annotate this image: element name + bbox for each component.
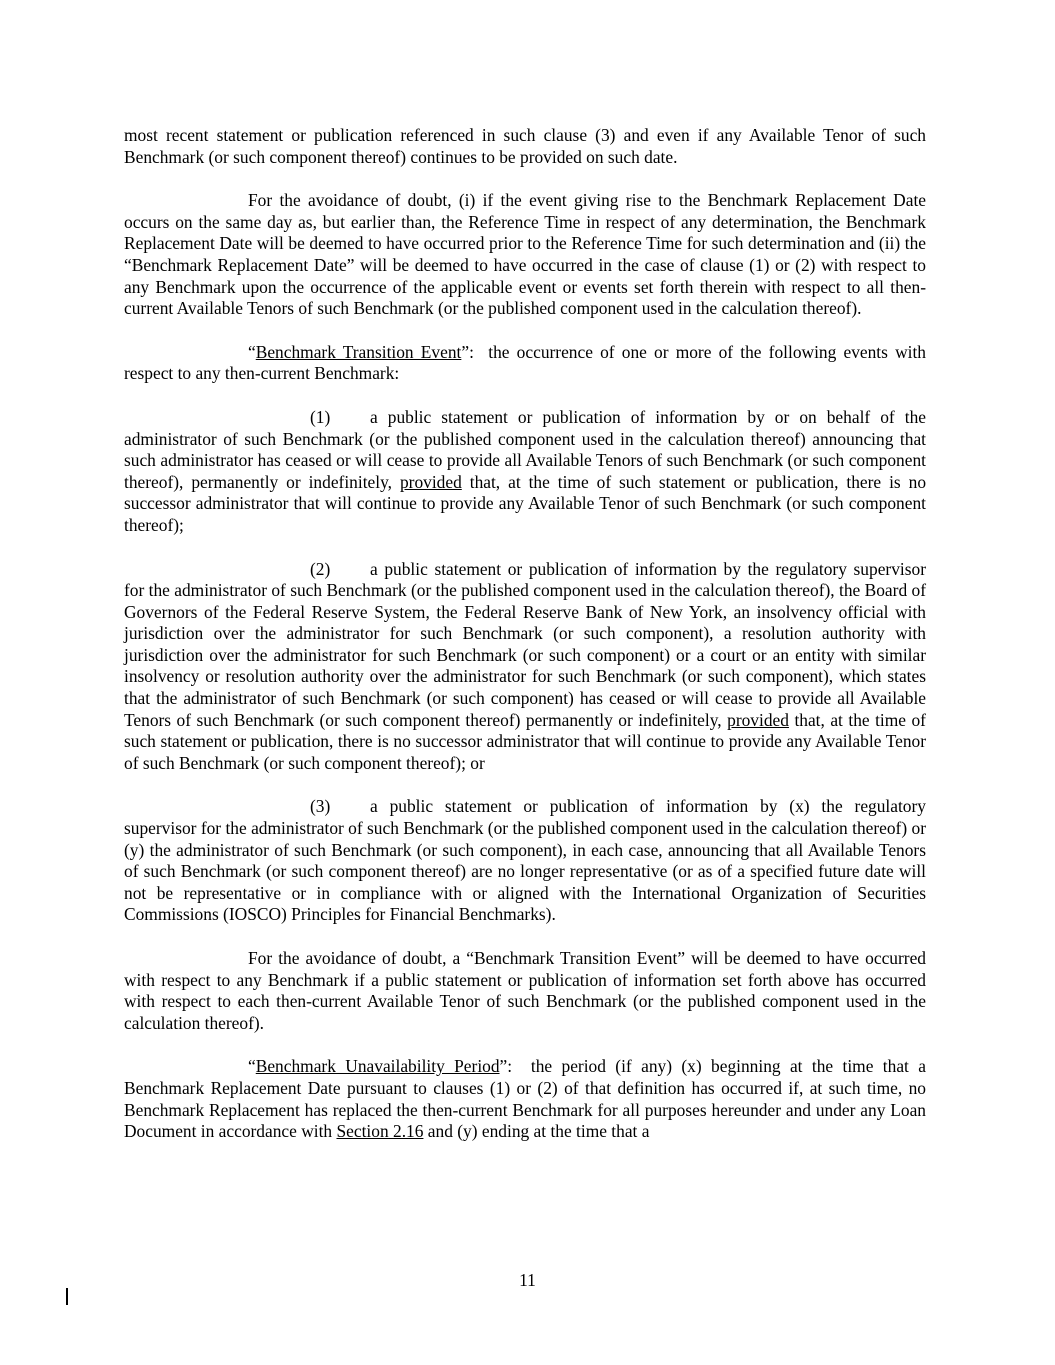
open-quote: “ — [248, 1056, 256, 1077]
clause-text-continued: that, at the time of such statement or publication, there is no successor administrator that will continue to provide any Available Tenor of such Benchmark (or such component thereof); or — [124, 709, 926, 773]
clause-1 — [124, 407, 926, 537]
provided-term: provided — [727, 709, 789, 730]
clause-text: a public statement or publication of information by or on behalf of the administrator of such Benchmark (or the published component used in the calculation thereof) announcing that such administrator has ceased or will cease to provide all Available Tenors of such Benchmark (or such component thereof), permanently or indefinitely, — [124, 406, 926, 492]
paragraph-text: For the avoidance of doubt, (i) if the event giving rise to the Benchmark Replacement Date occurs on the same day as, but earlier than, the Reference Time in respect of any determination, the Benchmark Replacement Date will be deemed to have occurred prior to the Reference Time for such determination and (ii) the “Benchmark Replacement Date” will be deemed to have occurred in the case of clause (1) or (2) with respect to any Benchmark upon the occurrence of the applicable event or events set forth therein with respect to all then-current Available Tenors of such Benchmark (or the published component used in the calculation thereof). — [124, 190, 926, 319]
defined-term: Benchmark Transition Event — [255, 341, 462, 362]
section-reference: Section 2.16 — [336, 1121, 424, 1142]
document-body — [124, 125, 926, 1165]
paragraph-avoidance-of-doubt-1 — [124, 190, 926, 320]
clause-text-continued: that, at the time of such statement or publication, there is no successor administrator that will continue to provide any Available Tenor of such Benchmark (or such component thereof); — [124, 471, 927, 535]
close-quote: ”: — [461, 341, 474, 362]
clause-text: a public statement or publication of information by (x) the regulatory supervisor for the administrator of such Benchmark (or the published component used in the calculation thereof) or (y) the administrator of such Benchmark (or such component), in each case, announcing that all Available Tenors of such Benchmark (or such component thereof) are no longer representative (or as of a specified future date will not be representative or in compliance with or aligned with the International Organization of Securities Commissions (IOSCO) Principles for Financial Benchmarks). — [124, 796, 926, 925]
open-quote: “ — [248, 341, 256, 362]
defined-term: Benchmark Unavailability Period — [255, 1056, 500, 1077]
definition-benchmark-transition-event — [124, 342, 926, 385]
clause-number: (1) — [310, 406, 331, 427]
page-number: 11 — [519, 1270, 536, 1290]
definition-text: the period (if any) (x) beginning at the time that a Benchmark Replacement Date pursuant to clauses (1) or (2) of that definition has occurred if, at such time, no Benchmark Replacement has replaced the then-current Benchmark for all purposes hereunder and under any Loan Document in accordance with — [124, 1056, 926, 1142]
paragraph-avoidance-of-doubt-2 — [124, 948, 926, 1034]
definition-benchmark-unavailability-period — [124, 1056, 926, 1142]
definition-text-continued: and (y) ending at the time that a — [427, 1121, 650, 1142]
clause-text: a public statement or publication of information by the regulatory supervisor for the administrator of such Benchmark (or the published component used in the calculation thereof), the Board of Governors of the Federal Reserve System, the Federal Reserve Bank of New York, an insolvency official with jurisdiction over the administrator for such Benchmark (or such component), a resolution authority with jurisdiction over the administrator for such Benchmark (or such component) or a court or an entity with similar insolvency or resolution authority over the administrator for such Benchmark (or such component), which states that the administrator of such Benchmark (or such component) has ceased or will cease to provide all Available Tenors of such Benchmark (or such component thereof) permanently or indefinitely, — [124, 558, 926, 730]
clause-3 — [124, 796, 926, 926]
paragraph-text: most recent statement or publication referenced in such clause (3) and even if any Available Tenor of such Benchmark (or such component thereof) continues to be provided on such date. — [124, 125, 926, 167]
close-quote: ”: — [499, 1056, 513, 1077]
revision-bar — [66, 1288, 68, 1305]
paragraph-continuation — [124, 125, 926, 168]
clause-number: (2) — [310, 558, 331, 579]
clause-number: (3) — [310, 796, 331, 817]
provided-term: provided — [399, 471, 462, 492]
definition-text: the occurrence of one or more of the following events with respect to any then-current Benchmark: — [124, 341, 926, 384]
clause-2 — [124, 559, 926, 775]
paragraph-text: For the avoidance of doubt, a “Benchmark Transition Event” will be deemed to have occurred with respect to any Benchmark if a public statement or publication of information set forth above has occurred with respect to each then-current Available Tenor of such Benchmark (or the published component used in the calculation thereof). — [124, 948, 926, 1033]
